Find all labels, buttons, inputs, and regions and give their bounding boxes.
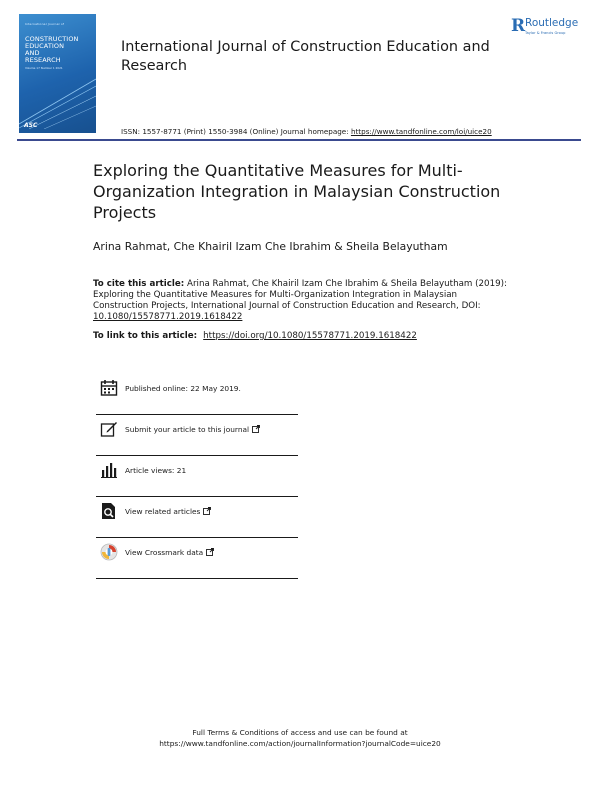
link-label: To link to this article:: [93, 331, 201, 341]
publisher-logo: [511, 16, 589, 40]
header-divider: [17, 139, 581, 141]
crossmark-item[interactable]: [96, 538, 298, 579]
related-articles-icon: [100, 502, 118, 520]
footer-terms-link[interactable]: https://www.tandfonline.com/action/journalInformation?journalCode=uice20: [159, 739, 441, 748]
external-link-icon: [252, 425, 260, 433]
crossmark-icon: [100, 543, 118, 561]
external-link-icon: [203, 507, 211, 515]
related-articles-item[interactable]: [96, 497, 298, 538]
issn-text: ISSN: 1557-8771 (Print) 1550-3984 (Online) Journal homepage:: [121, 127, 351, 136]
publisher-subtitle: Taylor & Francis Group: [525, 31, 566, 35]
article-link-row: [93, 331, 417, 341]
bar-chart-icon: [100, 461, 118, 479]
crossmark-link[interactable]: View Crossmark data: [125, 548, 214, 557]
cover-logo: ASC: [24, 122, 38, 129]
doi-link[interactable]: 10.1080/15578771.2019.1618422: [93, 312, 243, 322]
journal-homepage-link[interactable]: https://www.tandfonline.com/loi/uice20: [350, 127, 492, 136]
article-authors: Arina Rahmat, Che Khairil Izam Che Ibrahim & Sheila Belayutham: [93, 240, 448, 253]
external-link-icon: [206, 548, 214, 556]
issn-line: [121, 127, 492, 136]
cover-small-text: International Journal of: [25, 22, 65, 26]
article-doi-url[interactable]: https://doi.org/10.1080/15578771.2019.1618422: [203, 331, 417, 341]
cover-title: CONSTRUCTION EDUCATION AND RESEARCH: [25, 35, 79, 64]
cover-graphic: [19, 74, 96, 129]
submit-article-link[interactable]: Submit your article to this journal: [125, 425, 260, 434]
article-title: Exploring the Quantitative Measures for Multi-Organization Integration in Malaysian Construction Projects: [93, 161, 501, 222]
cite-label: To cite this article:: [93, 279, 185, 289]
edit-icon: [100, 420, 118, 438]
published-online-text: Published online: 22 May 2019.: [125, 384, 241, 393]
article-views-item: [96, 456, 298, 497]
submit-article-item[interactable]: [96, 415, 298, 456]
citation-block: [93, 279, 513, 323]
published-online-item: [96, 374, 298, 415]
publisher-name: Routledge: [525, 17, 579, 29]
journal-title: International Journal of Construction Education and Research: [121, 39, 490, 74]
footer-line-1: Full Terms & Conditions of access and use can be found at: [192, 728, 408, 737]
footer-terms: [0, 727, 600, 749]
article-views-text: Article views: 21: [125, 466, 187, 475]
cite-text: Arina Rahmat, Che Khairil Izam Che Ibrahim & Sheila Belayutham (2019): Exploring the Quantitative Measures for Multi-Organization Integration in Malaysian Construction Projects, International Journal of Construction Education and Research, DOI:: [93, 279, 507, 311]
calendar-icon: [100, 379, 118, 397]
article-info-list: [96, 374, 298, 579]
journal-cover-image: [19, 14, 96, 133]
related-articles-link[interactable]: View related articles: [125, 507, 211, 516]
cover-volume-text: Volume 17 Number 1 2021: [25, 66, 63, 70]
routledge-icon: R: [511, 16, 526, 36]
